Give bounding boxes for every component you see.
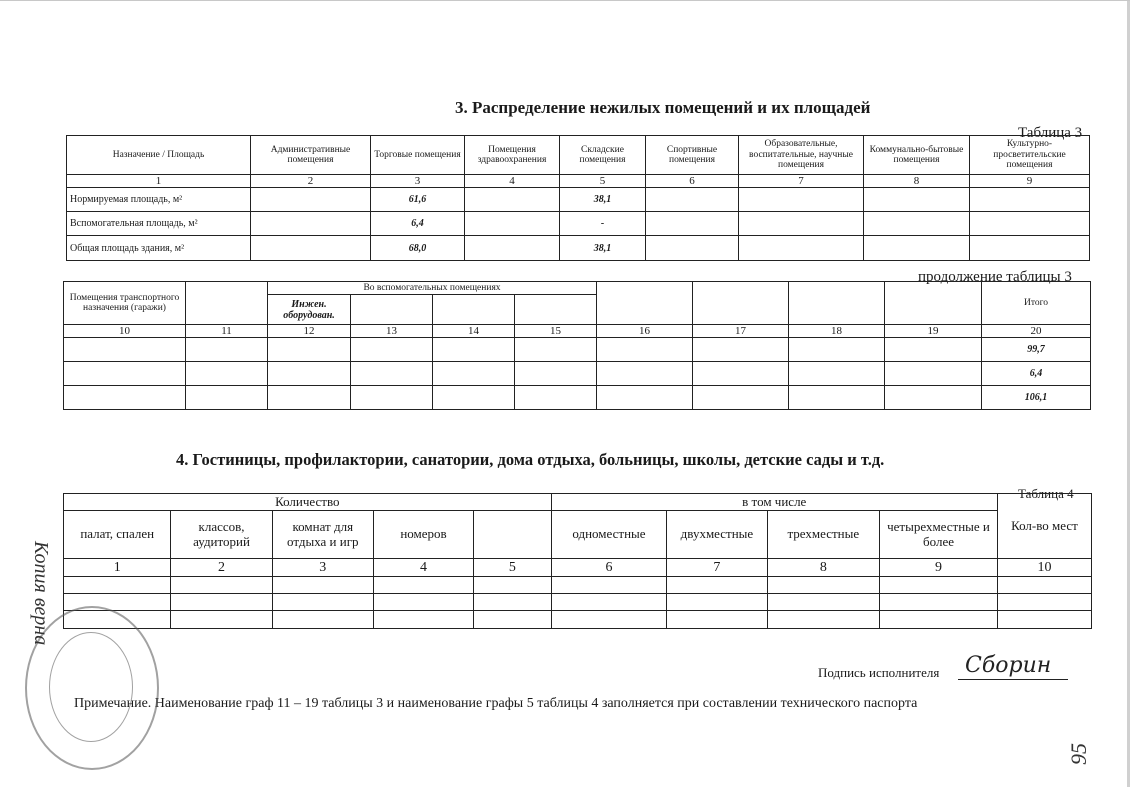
cell: [739, 236, 864, 261]
col-num: 10: [997, 559, 1091, 577]
cell: [970, 236, 1090, 261]
cell: [970, 188, 1090, 212]
table-row: [64, 386, 1091, 410]
table3-label: Таблица 3: [1018, 125, 1083, 141]
header-triple: трехместные: [767, 511, 880, 559]
header-culture: Культурно-просветительские помещения: [970, 136, 1090, 175]
header-col14: [433, 295, 515, 325]
row-label: Общая площадь здания, м²: [67, 236, 251, 261]
table4-label: Таблица 4: [1018, 486, 1074, 501]
header-engineering: Инжен. оборудован.: [268, 295, 351, 325]
cell: 38,1: [560, 236, 646, 261]
header-col11: [186, 282, 268, 325]
header-education: Образовательные, воспитательные, научные помещения: [739, 136, 864, 175]
header-sport: Спортивные помещения: [646, 136, 739, 175]
header-double: двухместные: [667, 511, 767, 559]
header-trade: Торговые помещения: [371, 136, 465, 175]
footnote: Примечание. Наименование граф 11 – 19 таблицы 3 и наименование графы 5 таблицы 4 заполняется при составлении технического паспорта: [74, 696, 918, 711]
col-num: 6: [551, 559, 667, 577]
col-num: 17: [693, 325, 789, 338]
group-including: в том числе: [551, 494, 997, 511]
col-num: 1: [64, 559, 171, 577]
header-col15: [515, 295, 597, 325]
header-col16: [597, 282, 693, 325]
cell: [864, 236, 970, 261]
cell: [646, 212, 739, 236]
header-col17: [693, 282, 789, 325]
total-auxiliary: 6,4: [982, 362, 1091, 386]
cell: 38,1: [560, 188, 646, 212]
group-quantity: Количество: [64, 494, 552, 511]
header-transport: Помещения транспортного назначения (гаражи): [64, 282, 186, 325]
col-num: 1: [67, 175, 251, 188]
cell: -: [560, 212, 646, 236]
header-rooms: номеров: [373, 511, 473, 559]
cell: 61,6: [371, 188, 465, 212]
header-places: Кол-во мест: [997, 494, 1091, 559]
col-num: 8: [864, 175, 970, 188]
signature-line: [958, 679, 1068, 680]
header-storage: Складские помещения: [560, 136, 646, 175]
header-quadruple: четырехместные и более: [880, 511, 998, 559]
header-aux-group: Во вспомогательных помещениях: [268, 282, 597, 295]
cell: [739, 188, 864, 212]
cell: [465, 236, 560, 261]
header-health: Помещения здравоохранения: [465, 136, 560, 175]
table3: [66, 135, 1090, 261]
col-num: 10: [64, 325, 186, 338]
col-num: 7: [739, 175, 864, 188]
col-num: 19: [885, 325, 982, 338]
table-row: [67, 236, 1090, 261]
header-col5: [474, 511, 552, 559]
table-row: [64, 577, 1092, 594]
col-num: 12: [268, 325, 351, 338]
section3-title: 3. Распределение нежилых помещений и их площадей: [455, 98, 871, 117]
header-communal: Коммунально-бытовые помещения: [864, 136, 970, 175]
col-num: 18: [789, 325, 885, 338]
col-num: 15: [515, 325, 597, 338]
table-row: [64, 611, 1092, 629]
table3-continuation: [63, 281, 1091, 410]
col-num: 7: [667, 559, 767, 577]
cell: [970, 212, 1090, 236]
header-rest-rooms: комнат для отдыха и игр: [272, 511, 373, 559]
cell: [251, 188, 371, 212]
col-num: 9: [880, 559, 998, 577]
table-row: [67, 188, 1090, 212]
cell: [251, 236, 371, 261]
col-num: 2: [251, 175, 371, 188]
header-col19: [885, 282, 982, 325]
cell: [646, 236, 739, 261]
col-num: 6: [646, 175, 739, 188]
col-num: 4: [465, 175, 560, 188]
table-row: [64, 594, 1092, 611]
cell: 6,4: [371, 212, 465, 236]
cell: [739, 212, 864, 236]
table3-continuation-label: продолжение таблицы 3: [918, 269, 1072, 285]
col-num: 5: [474, 559, 552, 577]
table4: [63, 493, 1092, 629]
col-num: 3: [371, 175, 465, 188]
margin-handwritten-note: Копия верна: [30, 541, 52, 646]
cell: [465, 188, 560, 212]
col-num: 3: [272, 559, 373, 577]
cell: [646, 188, 739, 212]
total-building: 106,1: [982, 386, 1091, 410]
header-col13: [351, 295, 433, 325]
cell: [251, 212, 371, 236]
header-purpose: Назначение / Площадь: [67, 136, 251, 175]
header-single: одноместные: [551, 511, 667, 559]
page-number: 95: [1066, 743, 1091, 765]
cell: [465, 212, 560, 236]
header-admin: Административные помещения: [251, 136, 371, 175]
header-wards: палат, спален: [64, 511, 171, 559]
section4-title: 4. Гостиницы, профилактории, санатории, дома отдыха, больницы, школы, детские сады и т.д.: [176, 450, 885, 469]
cell: [864, 212, 970, 236]
table-row: [67, 212, 1090, 236]
signature-label: Подпись исполнителя: [818, 665, 940, 680]
header-total: Итого: [982, 282, 1091, 325]
col-num: 2: [171, 559, 272, 577]
col-num: 4: [373, 559, 473, 577]
row-label: Вспомогательная площадь, м²: [67, 212, 251, 236]
signature: Сборин: [965, 653, 1052, 678]
total-normalized: 99,7: [982, 338, 1091, 362]
row-label: Нормируемая площадь, м²: [67, 188, 251, 212]
header-classes: классов, аудиторий: [171, 511, 272, 559]
col-num: 13: [351, 325, 433, 338]
col-num: 8: [767, 559, 880, 577]
col-num: 14: [433, 325, 515, 338]
header-col18: [789, 282, 885, 325]
col-num: 5: [560, 175, 646, 188]
col-num: 9: [970, 175, 1090, 188]
table-row: [64, 338, 1091, 362]
cell: [864, 188, 970, 212]
col-num: 11: [186, 325, 268, 338]
col-num: 16: [597, 325, 693, 338]
col-num: 20: [982, 325, 1091, 338]
table-row: [64, 362, 1091, 386]
cell: 68,0: [371, 236, 465, 261]
